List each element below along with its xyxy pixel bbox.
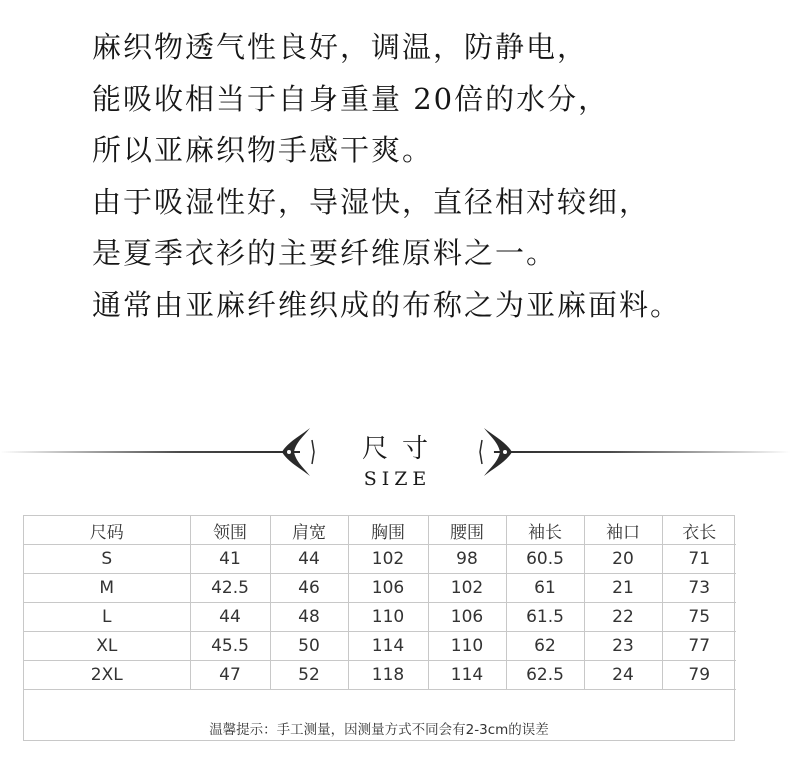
table-row <box>24 545 736 574</box>
table-cell: 106 <box>428 603 506 632</box>
size-cell: M <box>24 574 190 603</box>
table-cell: 48 <box>270 603 348 632</box>
table-cell: 60.5 <box>506 545 584 574</box>
table-row <box>24 632 736 661</box>
table-cell: 110 <box>428 632 506 661</box>
table-cell: 118 <box>348 661 428 690</box>
column-header: 领围 <box>190 516 270 545</box>
size-chart <box>23 515 735 741</box>
ornament-right-icon <box>478 426 514 478</box>
table-cell: 79 <box>662 661 736 690</box>
intro-line: 能吸收相当于自身重量 20倍的水分， <box>92 81 610 116</box>
table-cell: 52 <box>270 661 348 690</box>
table-cell: 106 <box>348 574 428 603</box>
intro-line: 通常由亚麻纤维织成的布称之为亚麻面料。 <box>92 287 682 322</box>
intro-text <box>92 22 772 332</box>
table-cell: 46 <box>270 574 348 603</box>
table-cell: 61.5 <box>506 603 584 632</box>
table-cell: 61 <box>506 574 584 603</box>
table-row <box>24 661 736 690</box>
table-cell: 42.5 <box>190 574 270 603</box>
size-section-header <box>0 420 790 495</box>
column-header: 胸围 <box>348 516 428 545</box>
intro-line: 由于吸湿性好，导湿快，直径相对较细， <box>92 184 651 219</box>
table-row <box>24 574 736 603</box>
table-cell: 44 <box>190 603 270 632</box>
size-cell: XL <box>24 632 190 661</box>
size-cell: 2XL <box>24 661 190 690</box>
table-cell: 114 <box>428 661 506 690</box>
table-cell: 98 <box>428 545 506 574</box>
size-subtitle: SIZE <box>363 468 432 490</box>
size-table <box>24 516 736 690</box>
table-cell: 22 <box>584 603 662 632</box>
column-header: 袖口 <box>584 516 662 545</box>
table-cell: 102 <box>428 574 506 603</box>
divider-right <box>490 451 790 453</box>
column-header: 袖长 <box>506 516 584 545</box>
table-cell: 77 <box>662 632 736 661</box>
column-header: 腰围 <box>428 516 506 545</box>
size-cell: S <box>24 545 190 574</box>
table-cell: 50 <box>270 632 348 661</box>
table-row <box>24 603 736 632</box>
table-cell: 24 <box>584 661 662 690</box>
table-header-row <box>24 516 736 545</box>
table-cell: 47 <box>190 661 270 690</box>
intro-line: 麻织物透气性良好，调温，防静电， <box>92 30 589 64</box>
intro-line: 是夏季衣衫的主要纤维原料之一。 <box>92 236 558 271</box>
size-title: 尺寸 <box>361 434 442 464</box>
divider-left <box>0 451 300 453</box>
column-header: 肩宽 <box>270 516 348 545</box>
column-header: 尺码 <box>24 516 190 545</box>
table-cell: 73 <box>662 574 736 603</box>
table-cell: 102 <box>348 545 428 574</box>
measurement-note: 温馨提示：手工测量，因测量方式不同会有2-3cm的误差 <box>209 722 549 738</box>
column-header: 衣长 <box>662 516 736 545</box>
table-cell: 71 <box>662 545 736 574</box>
size-cell: L <box>24 603 190 632</box>
table-cell: 21 <box>584 574 662 603</box>
intro-line: 所以亚麻织物手感干爽。 <box>92 133 434 168</box>
table-cell: 62 <box>506 632 584 661</box>
table-cell: 20 <box>584 545 662 574</box>
table-cell: 45.5 <box>190 632 270 661</box>
table-cell: 62.5 <box>506 661 584 690</box>
table-cell: 23 <box>584 632 662 661</box>
table-cell: 114 <box>348 632 428 661</box>
table-cell: 41 <box>190 545 270 574</box>
table-cell: 44 <box>270 545 348 574</box>
ornament-left-icon <box>280 426 316 478</box>
table-cell: 75 <box>662 603 736 632</box>
table-cell: 110 <box>348 603 428 632</box>
